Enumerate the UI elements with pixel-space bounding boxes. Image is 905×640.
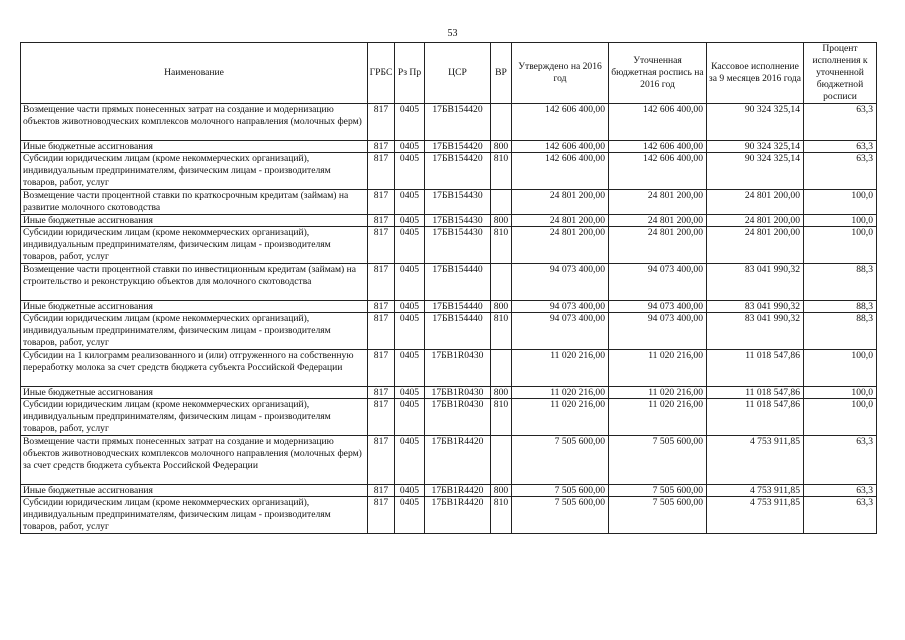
row-grbs: 817	[368, 387, 395, 399]
row-vr	[491, 264, 512, 301]
row-rzpr: 0405	[395, 264, 425, 301]
row-grbs: 817	[368, 190, 395, 215]
row-grbs: 817	[368, 350, 395, 387]
row-csr: 17БВ154440	[425, 264, 491, 301]
row-refined: 24 801 200,00	[609, 215, 707, 227]
row-grbs: 817	[368, 153, 395, 190]
row-percent: 63,3	[804, 436, 877, 485]
row-refined: 7 505 600,00	[609, 436, 707, 485]
row-refined: 142 606 400,00	[609, 104, 707, 141]
table-row	[21, 190, 877, 215]
row-vr: 810	[491, 399, 512, 436]
row-percent: 63,3	[804, 153, 877, 190]
row-rzpr: 0405	[395, 227, 425, 264]
row-name: Субсидии юридическим лицам (кроме некоммерческих организаций), индивидуальным предпринимателям, физическим лицам - производителям товаров, работ, услуг	[21, 227, 368, 264]
row-grbs: 817	[368, 227, 395, 264]
row-percent: 100,0	[804, 387, 877, 399]
table-row	[21, 264, 877, 301]
row-approved: 24 801 200,00	[512, 190, 609, 215]
row-cash: 4 753 911,85	[707, 436, 804, 485]
row-approved: 11 020 216,00	[512, 387, 609, 399]
row-grbs: 817	[368, 436, 395, 485]
row-vr: 800	[491, 215, 512, 227]
table-row	[21, 215, 877, 227]
row-vr	[491, 350, 512, 387]
row-rzpr: 0405	[395, 153, 425, 190]
row-approved: 94 073 400,00	[512, 301, 609, 313]
row-name: Возмещение части процентной ставки по инвестиционным кредитам (займам) на строительство и реконструкцию объектов для молочного скотоводства	[21, 264, 368, 301]
row-vr: 810	[491, 227, 512, 264]
table-row	[21, 350, 877, 387]
row-name: Иные бюджетные ассигнования	[21, 301, 368, 313]
row-cash: 24 801 200,00	[707, 215, 804, 227]
row-vr: 810	[491, 153, 512, 190]
header-rzpr: Рз Пр	[395, 43, 425, 104]
table-row	[21, 104, 877, 141]
row-cash: 4 753 911,85	[707, 497, 804, 534]
row-percent: 100,0	[804, 190, 877, 215]
row-cash: 24 801 200,00	[707, 190, 804, 215]
row-csr: 17БВ154430	[425, 227, 491, 264]
row-percent: 88,3	[804, 301, 877, 313]
header-cash: Кассовое исполнение за 9 месяцев 2016 года	[707, 43, 804, 104]
row-percent: 100,0	[804, 215, 877, 227]
row-cash: 4 753 911,85	[707, 485, 804, 497]
row-cash: 83 041 990,32	[707, 264, 804, 301]
table-row	[21, 485, 877, 497]
header-approved: Утверждено на 2016 год	[512, 43, 609, 104]
row-approved: 11 020 216,00	[512, 399, 609, 436]
row-name: Субсидии юридическим лицам (кроме некоммерческих организаций), индивидуальным предпринимателям, физическим лицам - производителям товаров, работ, услуг	[21, 153, 368, 190]
row-cash: 11 018 547,86	[707, 350, 804, 387]
table-row	[21, 436, 877, 485]
row-csr: 17БВ154420	[425, 153, 491, 190]
row-vr	[491, 190, 512, 215]
row-refined: 142 606 400,00	[609, 153, 707, 190]
row-name: Возмещение части процентной ставки по краткосрочным кредитам (займам) на развитие молочного скотоводства	[21, 190, 368, 215]
row-rzpr: 0405	[395, 190, 425, 215]
row-approved: 142 606 400,00	[512, 104, 609, 141]
row-approved: 142 606 400,00	[512, 153, 609, 190]
row-grbs: 817	[368, 301, 395, 313]
row-percent: 63,3	[804, 141, 877, 153]
table-row	[21, 387, 877, 399]
row-percent: 88,3	[804, 313, 877, 350]
row-refined: 11 020 216,00	[609, 399, 707, 436]
row-rzpr: 0405	[395, 485, 425, 497]
row-approved: 24 801 200,00	[512, 215, 609, 227]
header-percent: Процент исполнения к уточненной бюджетной росписи	[804, 43, 877, 104]
row-percent: 100,0	[804, 399, 877, 436]
row-name: Иные бюджетные ассигнования	[21, 215, 368, 227]
row-refined: 94 073 400,00	[609, 313, 707, 350]
row-rzpr: 0405	[395, 141, 425, 153]
row-csr: 17БВ154420	[425, 141, 491, 153]
header-name: Наименование	[21, 43, 368, 104]
row-rzpr: 0405	[395, 215, 425, 227]
row-cash: 90 324 325,14	[707, 104, 804, 141]
row-rzpr: 0405	[395, 387, 425, 399]
row-vr	[491, 104, 512, 141]
row-csr: 17БВ1R4420	[425, 497, 491, 534]
row-approved: 11 020 216,00	[512, 350, 609, 387]
row-vr: 800	[491, 387, 512, 399]
row-grbs: 817	[368, 141, 395, 153]
row-name: Иные бюджетные ассигнования	[21, 141, 368, 153]
row-csr: 17БВ1R4420	[425, 436, 491, 485]
table-row	[21, 399, 877, 436]
table-row	[21, 227, 877, 264]
table-row	[21, 153, 877, 190]
table-header-row	[21, 43, 877, 104]
row-name: Иные бюджетные ассигнования	[21, 387, 368, 399]
row-vr: 810	[491, 313, 512, 350]
row-cash: 83 041 990,32	[707, 301, 804, 313]
row-refined: 11 020 216,00	[609, 350, 707, 387]
row-cash: 83 041 990,32	[707, 313, 804, 350]
table-row	[21, 301, 877, 313]
row-csr: 17БВ154430	[425, 215, 491, 227]
row-grbs: 817	[368, 215, 395, 227]
row-name: Субсидии юридическим лицам (кроме некоммерческих организаций), индивидуальным предпринимателям, физическим лицам - производителям товаров, работ, услуг	[21, 497, 368, 534]
row-csr: 17БВ1R0430	[425, 399, 491, 436]
row-percent: 63,3	[804, 104, 877, 141]
row-cash: 11 018 547,86	[707, 387, 804, 399]
row-approved: 7 505 600,00	[512, 485, 609, 497]
row-cash: 90 324 325,14	[707, 141, 804, 153]
row-refined: 7 505 600,00	[609, 497, 707, 534]
row-refined: 94 073 400,00	[609, 301, 707, 313]
row-vr: 800	[491, 485, 512, 497]
row-approved: 94 073 400,00	[512, 264, 609, 301]
row-vr: 800	[491, 301, 512, 313]
row-csr: 17БВ1R4420	[425, 485, 491, 497]
row-name: Субсидии юридическим лицам (кроме некоммерческих организаций), индивидуальным предпринимателям, физическим лицам - производителям товаров, работ, услуг	[21, 399, 368, 436]
row-rzpr: 0405	[395, 497, 425, 534]
row-vr: 800	[491, 141, 512, 153]
page-number: 53	[447, 28, 458, 39]
row-percent: 100,0	[804, 227, 877, 264]
row-rzpr: 0405	[395, 104, 425, 141]
row-cash: 90 324 325,14	[707, 153, 804, 190]
row-approved: 24 801 200,00	[512, 227, 609, 264]
row-csr: 17БВ154440	[425, 313, 491, 350]
table-row	[21, 497, 877, 534]
row-cash: 11 018 547,86	[707, 399, 804, 436]
row-grbs: 817	[368, 313, 395, 350]
row-grbs: 817	[368, 497, 395, 534]
row-percent: 100,0	[804, 350, 877, 387]
budget-table	[20, 42, 877, 534]
row-refined: 24 801 200,00	[609, 190, 707, 215]
row-refined: 11 020 216,00	[609, 387, 707, 399]
row-grbs: 817	[368, 399, 395, 436]
row-name: Возмещение части прямых понесенных затрат на создание и модернизацию объектов животноводческих комплексов молочного направления (молочных ферм) за счет средств бюджета субъекта Российской Федерации	[21, 436, 368, 485]
table-row	[21, 141, 877, 153]
row-grbs: 817	[368, 485, 395, 497]
header-grbs: ГРБС	[368, 43, 395, 104]
row-approved: 142 606 400,00	[512, 141, 609, 153]
row-rzpr: 0405	[395, 313, 425, 350]
row-csr: 17БВ1R0430	[425, 350, 491, 387]
row-csr: 17БВ1R0430	[425, 387, 491, 399]
row-grbs: 817	[368, 104, 395, 141]
row-percent: 88,3	[804, 264, 877, 301]
row-cash: 24 801 200,00	[707, 227, 804, 264]
row-vr: 810	[491, 497, 512, 534]
row-refined: 24 801 200,00	[609, 227, 707, 264]
row-name: Субсидии юридическим лицам (кроме некоммерческих организаций), индивидуальным предпринимателям, физическим лицам - производителям товаров, работ, услуг	[21, 313, 368, 350]
row-rzpr: 0405	[395, 399, 425, 436]
row-approved: 7 505 600,00	[512, 436, 609, 485]
row-percent: 63,3	[804, 485, 877, 497]
row-name: Иные бюджетные ассигнования	[21, 485, 368, 497]
header-vr: ВР	[491, 43, 512, 104]
row-csr: 17БВ154430	[425, 190, 491, 215]
row-percent: 63,3	[804, 497, 877, 534]
row-vr	[491, 436, 512, 485]
table-row	[21, 313, 877, 350]
row-rzpr: 0405	[395, 436, 425, 485]
row-approved: 94 073 400,00	[512, 313, 609, 350]
row-rzpr: 0405	[395, 301, 425, 313]
header-csr: ЦСР	[425, 43, 491, 104]
header-refined: Уточненная бюджетная роспись на 2016 год	[609, 43, 707, 104]
row-refined: 7 505 600,00	[609, 485, 707, 497]
row-name: Возмещение части прямых понесенных затрат на создание и модернизацию объектов животноводческих комплексов молочного направления (молочных ферм)	[21, 104, 368, 141]
row-grbs: 817	[368, 264, 395, 301]
row-name: Субсидии на 1 килограмм реализованного и (или) отгруженного на собственную переработку молока за счет средств бюджета субъекта Российской Федерации	[21, 350, 368, 387]
row-refined: 142 606 400,00	[609, 141, 707, 153]
row-csr: 17БВ154420	[425, 104, 491, 141]
row-csr: 17БВ154440	[425, 301, 491, 313]
row-rzpr: 0405	[395, 350, 425, 387]
row-approved: 7 505 600,00	[512, 497, 609, 534]
row-refined: 94 073 400,00	[609, 264, 707, 301]
